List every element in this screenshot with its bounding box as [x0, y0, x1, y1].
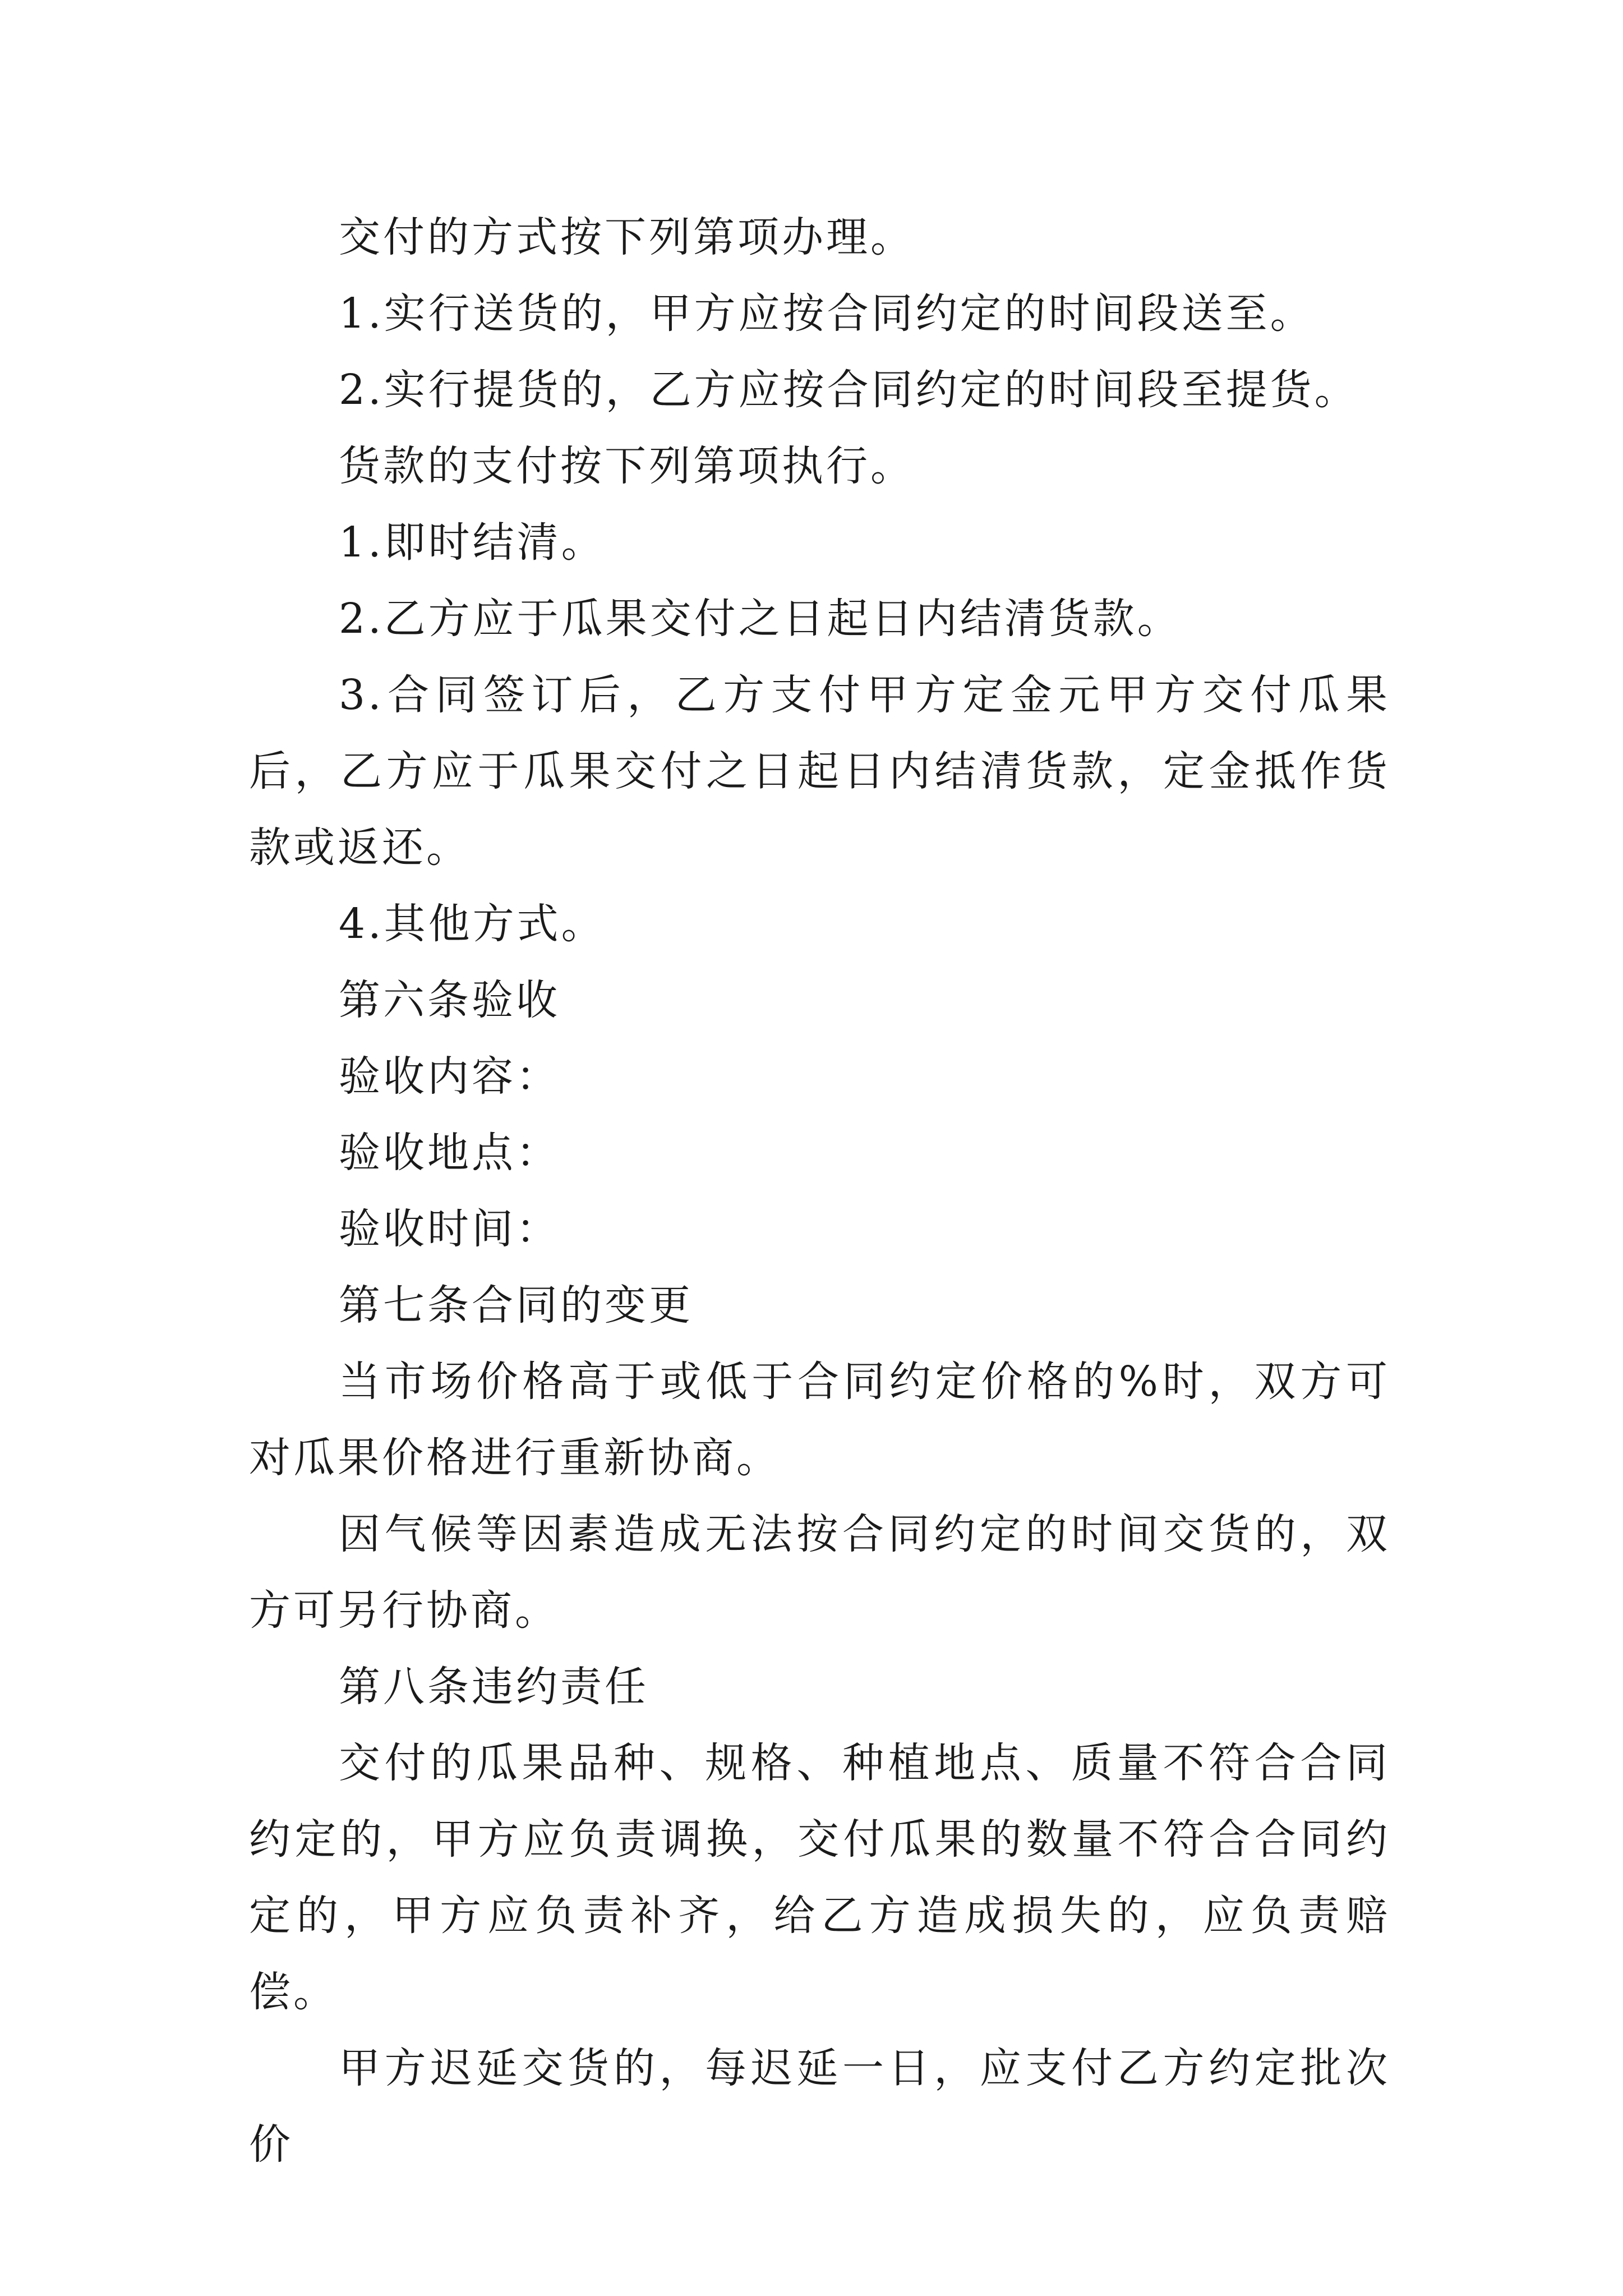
paragraph-delivery-method: 交付的方式按下列第项办理。	[339, 213, 915, 261]
paragraph-acceptance-location: 验收地点：	[339, 1129, 560, 1177]
paragraph-late-delivery: 甲方迟延交货的，每迟延一日，应支付乙方约定批次价	[249, 2044, 1390, 2169]
paragraph-payment-method: 货款的支付按下列第项执行。	[339, 442, 915, 490]
heading-article-8: 第八条违约责任	[339, 1663, 649, 1711]
paragraph-delivery-option-1: 1.实行送货的，甲方应按合同约定的时间段送至。	[339, 289, 1315, 338]
paragraph-payment-option-4: 4.其他方式。	[339, 900, 606, 948]
heading-article-7: 第七条合同的变更	[339, 1281, 693, 1329]
heading-article-6: 第六条验收	[339, 976, 560, 1024]
paragraph-delivery-option-2: 2.实行提货的，乙方应按合同约定的时间段至提货。	[339, 366, 1359, 414]
document-body	[249, 199, 1390, 2183]
paragraph-acceptance-content: 验收内容：	[339, 1052, 560, 1101]
paragraph-payment-option-1: 1.即时结清。	[339, 518, 606, 567]
paragraph-acceptance-time: 验收时间：	[339, 1205, 560, 1253]
paragraph-price-change: 当市场价格高于或低于合同约定价格的%时，双方可对瓜果价格进行重新协商。	[249, 1358, 1390, 1482]
paragraph-payment-option-3: 3.合同签订后，乙方支付甲方定金元甲方交付瓜果后，乙方应于瓜果交付之日起日内结清货款，定金抵作货款或返还。	[249, 671, 1390, 872]
paragraph-nonconforming-goods: 交付的瓜果品种、规格、种植地点、质量不符合合同约定的，甲方应负责调换，交付瓜果的数量不符合合同约定的，甲方应负责补齐，给乙方造成损失的，应负责赔偿。	[249, 1739, 1390, 2016]
paragraph-payment-option-2: 2.乙方应于瓜果交付之日起日内结清货款。	[339, 595, 1182, 643]
paragraph-weather-delay: 因气候等因素造成无法按合同约定的时间交货的，双方可另行协商。	[249, 1510, 1390, 1635]
